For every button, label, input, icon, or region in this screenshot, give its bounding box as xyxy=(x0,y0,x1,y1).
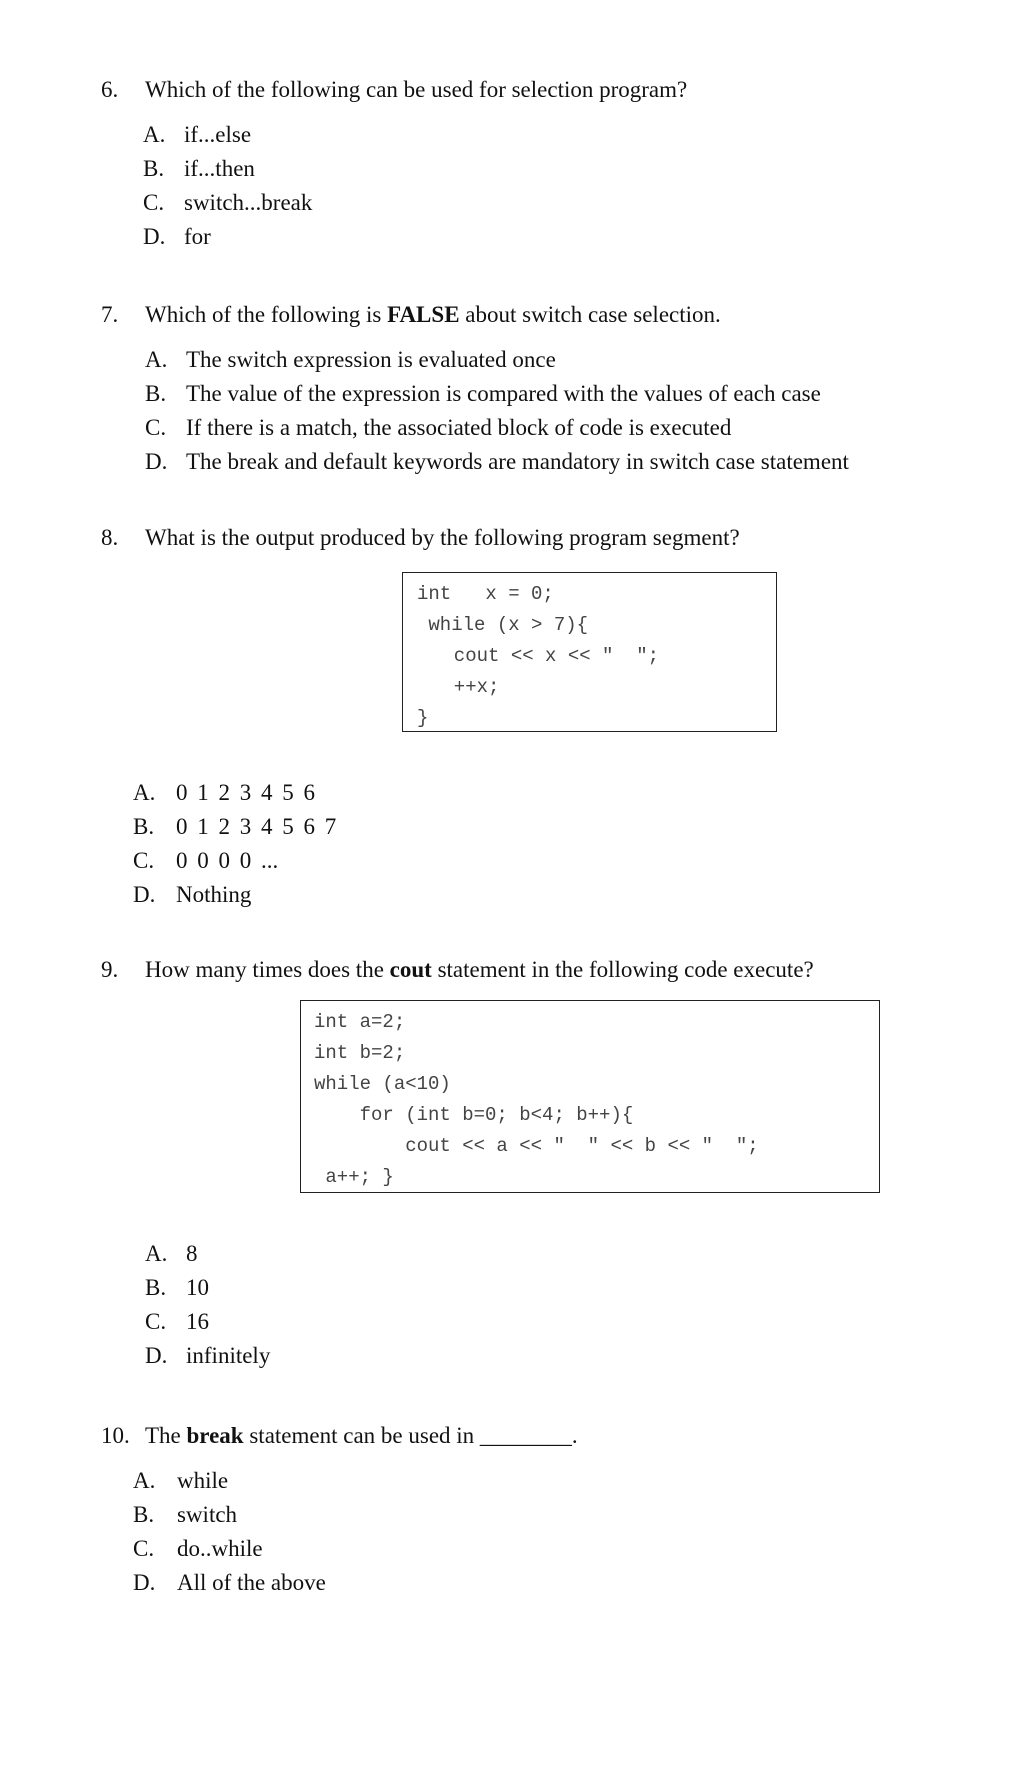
option-text: The switch expression is evaluated once xyxy=(186,347,556,372)
option-b xyxy=(145,377,849,411)
question-number: 7. xyxy=(101,302,119,327)
question-text-pre: The xyxy=(145,1423,187,1448)
code-line: cout << x << " "; xyxy=(431,645,660,667)
code-line: for (int b=0; b<4; b++){ xyxy=(314,1104,634,1126)
option-b xyxy=(133,1498,326,1532)
option-letter: C. xyxy=(133,1536,155,1561)
options-q8 xyxy=(133,776,336,912)
option-d xyxy=(133,878,336,912)
question-6 xyxy=(101,76,687,104)
question-text: What is the output produced by the following program segment? xyxy=(145,525,740,550)
question-number: 9. xyxy=(101,957,119,982)
option-text: 0 1 2 3 4 5 6 7 xyxy=(176,814,337,839)
question-text: Which of the following can be used for selection program? xyxy=(145,77,688,102)
option-letter: D. xyxy=(133,882,156,907)
option-letter: C. xyxy=(145,415,167,440)
option-letter: A. xyxy=(145,347,168,372)
question-text-bold: FALSE xyxy=(387,302,460,327)
option-text: The value of the expression is compared with the values of each case xyxy=(186,381,821,406)
question-10 xyxy=(101,1422,578,1450)
option-letter: A. xyxy=(133,780,156,805)
question-8 xyxy=(101,524,740,552)
option-letter: B. xyxy=(133,1502,155,1527)
question-text-bold: cout xyxy=(389,957,432,982)
option-text: if...then xyxy=(184,156,255,181)
option-text: infinitely xyxy=(186,1343,271,1368)
code-line: cout << a << " " << b << " "; xyxy=(314,1135,759,1157)
question-text-pre: How many times does the xyxy=(145,957,390,982)
option-c xyxy=(145,411,849,445)
options-q10 xyxy=(133,1464,326,1600)
code-line: } xyxy=(417,707,429,729)
option-text: if...else xyxy=(184,122,252,147)
code-line: a++; } xyxy=(314,1166,394,1188)
options-q7 xyxy=(145,343,849,479)
question-7 xyxy=(101,301,721,329)
option-text: 10 xyxy=(186,1275,209,1300)
option-letter: C. xyxy=(133,848,155,873)
option-a xyxy=(133,776,336,810)
option-b xyxy=(143,152,312,186)
option-text: switch xyxy=(177,1502,238,1527)
option-letter: A. xyxy=(143,122,166,147)
option-letter: B. xyxy=(133,814,155,839)
option-c xyxy=(143,186,312,220)
question-text-post: about switch case selection. xyxy=(459,302,721,327)
option-text: switch...break xyxy=(184,190,313,215)
option-letter: D. xyxy=(145,449,168,474)
option-text: If there is a match, the associated block of code is executed xyxy=(186,415,732,440)
option-b xyxy=(145,1271,270,1305)
option-text: 16 xyxy=(186,1309,209,1334)
question-number: 10. xyxy=(101,1423,130,1448)
option-a xyxy=(145,1237,270,1271)
options-q9 xyxy=(145,1237,270,1373)
question-text-post: statement in the following code execute? xyxy=(431,957,814,982)
code-line: while (a<10) xyxy=(314,1073,451,1095)
options-q6 xyxy=(143,118,312,254)
option-d xyxy=(133,1566,326,1600)
option-d xyxy=(145,445,849,479)
option-letter: B. xyxy=(145,381,167,406)
option-letter: D. xyxy=(145,1343,168,1368)
option-d xyxy=(143,220,312,254)
option-c xyxy=(133,844,336,878)
option-text: The break and default keywords are mandatory in switch case statement xyxy=(186,449,849,474)
code-line: while (x > 7){ xyxy=(417,614,589,636)
question-9 xyxy=(101,956,814,984)
option-letter: D. xyxy=(133,1570,156,1595)
option-b xyxy=(133,810,336,844)
code-line: int a=2; xyxy=(314,1011,406,1033)
option-letter: B. xyxy=(143,156,165,181)
option-text: All of the above xyxy=(177,1570,326,1595)
option-text: 0 0 0 0 ... xyxy=(176,848,279,873)
code-line: int x = 0; xyxy=(417,583,554,605)
question-text-post: statement can be used in ________. xyxy=(243,1423,578,1448)
option-text: 8 xyxy=(186,1241,198,1266)
option-text: 0 1 2 3 4 5 6 xyxy=(176,780,315,805)
option-a xyxy=(143,118,312,152)
option-letter: A. xyxy=(133,1468,156,1493)
option-c xyxy=(133,1532,326,1566)
option-letter: C. xyxy=(145,1309,167,1334)
option-a xyxy=(145,343,849,377)
option-a xyxy=(133,1464,326,1498)
option-text: for xyxy=(184,224,211,249)
option-text: do..while xyxy=(177,1536,263,1561)
option-letter: B. xyxy=(145,1275,167,1300)
option-c xyxy=(145,1305,270,1339)
question-number: 8. xyxy=(101,525,119,550)
option-d xyxy=(145,1339,270,1373)
option-letter: C. xyxy=(143,190,165,215)
option-letter: D. xyxy=(143,224,166,249)
code-block-q8 xyxy=(402,572,777,732)
question-number: 6. xyxy=(101,77,119,102)
option-letter: A. xyxy=(145,1241,168,1266)
question-text-pre: Which of the following is xyxy=(145,302,388,327)
code-line: int b=2; xyxy=(314,1042,406,1064)
code-block-q9 xyxy=(300,1000,880,1193)
option-text: while xyxy=(177,1468,229,1493)
question-text-bold: break xyxy=(186,1423,244,1448)
code-line: ++x; xyxy=(431,676,500,698)
option-text: Nothing xyxy=(176,882,252,907)
